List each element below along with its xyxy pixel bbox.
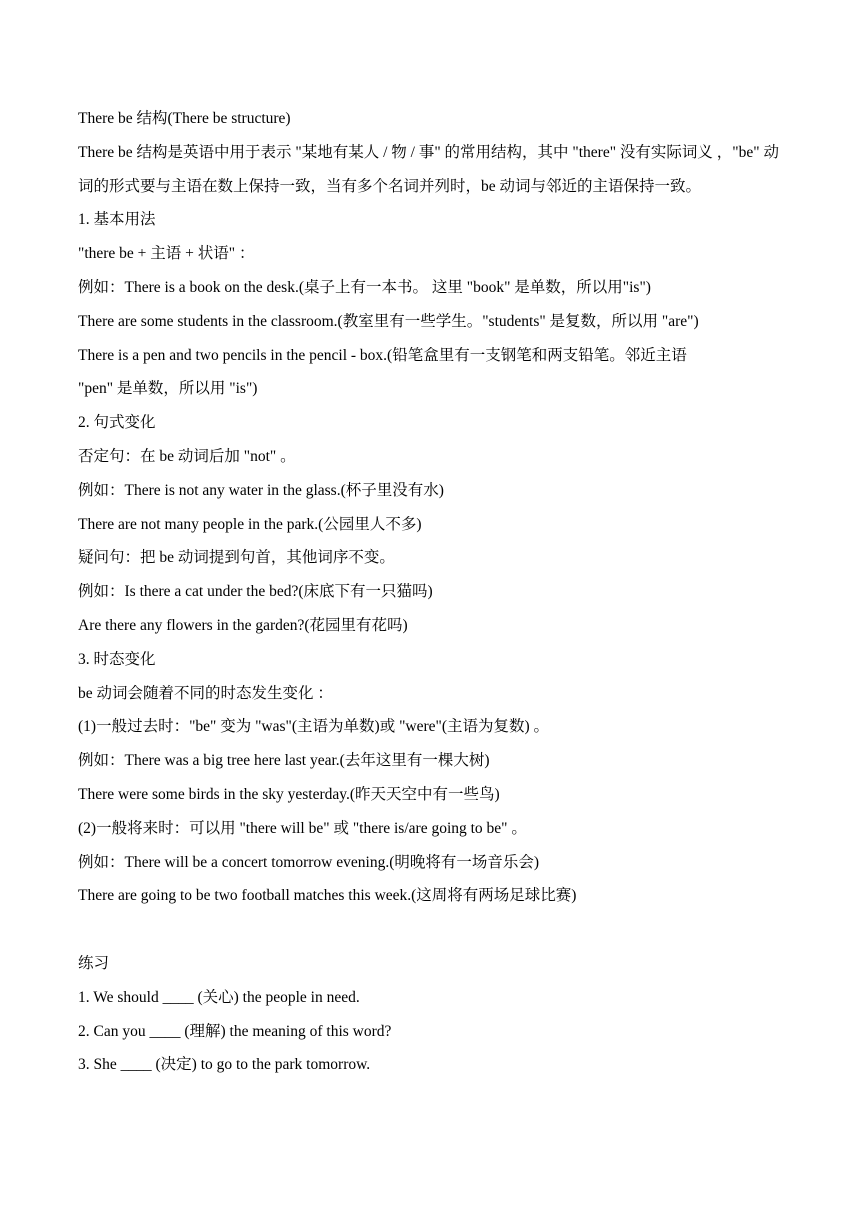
exercise-item: 1. We should ____ (关心) the people in need.: [78, 988, 360, 1006]
exercise-heading: 练习: [78, 954, 110, 972]
example-line: There were some birds in the sky yesterday.(昨天天空中有一些鸟): [78, 785, 500, 803]
rule-line: 否定句：在 be 动词后加 "not" 。: [78, 447, 296, 465]
example-line: 例如：Is there a cat under the bed?(床底下有一只猫吗): [78, 583, 433, 601]
example-line: There are not many people in the park.(公园里人不多): [78, 515, 422, 533]
structure-formula: "there be + 主语 + 状语" ：: [78, 245, 255, 263]
example-line: There is a pen and two pencils in the pencil - box.(铅笔盒里有一支钢笔和两支铅笔。邻近主语: [78, 346, 687, 364]
document-title: There be 结构(There be structure): [78, 110, 291, 127]
section-heading-sentence-variations: 2. 句式变化: [78, 414, 156, 432]
example-line: 例如：There was a big tree here last year.(去年这里有一棵大树): [78, 752, 490, 770]
example-line: "pen" 是单数，所以用 "is"): [78, 380, 258, 398]
blank-line: [78, 913, 782, 947]
example-line: Are there any flowers in the garden?(花园里有花吗): [78, 616, 408, 634]
example-line: There are going to be two football matches this week.(这周将有两场足球比赛): [78, 887, 577, 905]
example-line: There are some students in the classroom.(教室里有一些学生。"students" 是复数，所以用 "are"): [78, 312, 699, 330]
example-line: 例如：There is not any water in the glass.(杯子里没有水): [78, 481, 444, 499]
section-heading-basic-usage: 1. 基本用法: [78, 211, 156, 229]
rule-line: 疑问句：把 be 动词提到句首，其他词序不变。: [78, 549, 395, 567]
rule-line: (1)一般过去时："be" 变为 "was"(主语为单数)或 "were"(主语为复数) 。: [78, 718, 550, 736]
rule-line: be 动词会随着不同的时态发生变化 ：: [78, 684, 333, 702]
example-line: 例如：There will be a concert tomorrow evening.(明晚将有一场音乐会): [78, 853, 540, 871]
exercise-item: 2. Can you ____ (理解) the meaning of this word?: [78, 1022, 392, 1040]
section-heading-tense-changes: 3. 时态变化: [78, 650, 156, 668]
rule-line: (2)一般将来时：可以用 "there will be" 或 "there is/are going to be" 。: [78, 819, 527, 837]
example-line: 例如：There is a book on the desk.(桌子上有一本书。 这里 "book" 是单数，所以用"is"): [78, 278, 651, 296]
intro-paragraph: There be 结构是英语中用于表示 "某地有某人 / 物 / 事" 的常用结构，其中 "there" 没有实际词义 ，"be" 动词的形式要与主语在数上保持一致，当有多个名词并列时，be 动词与邻近的主语保持一致。: [78, 143, 779, 195]
exercise-item: 3. She ____ (决定) to go to the park tomorrow.: [78, 1056, 371, 1074]
